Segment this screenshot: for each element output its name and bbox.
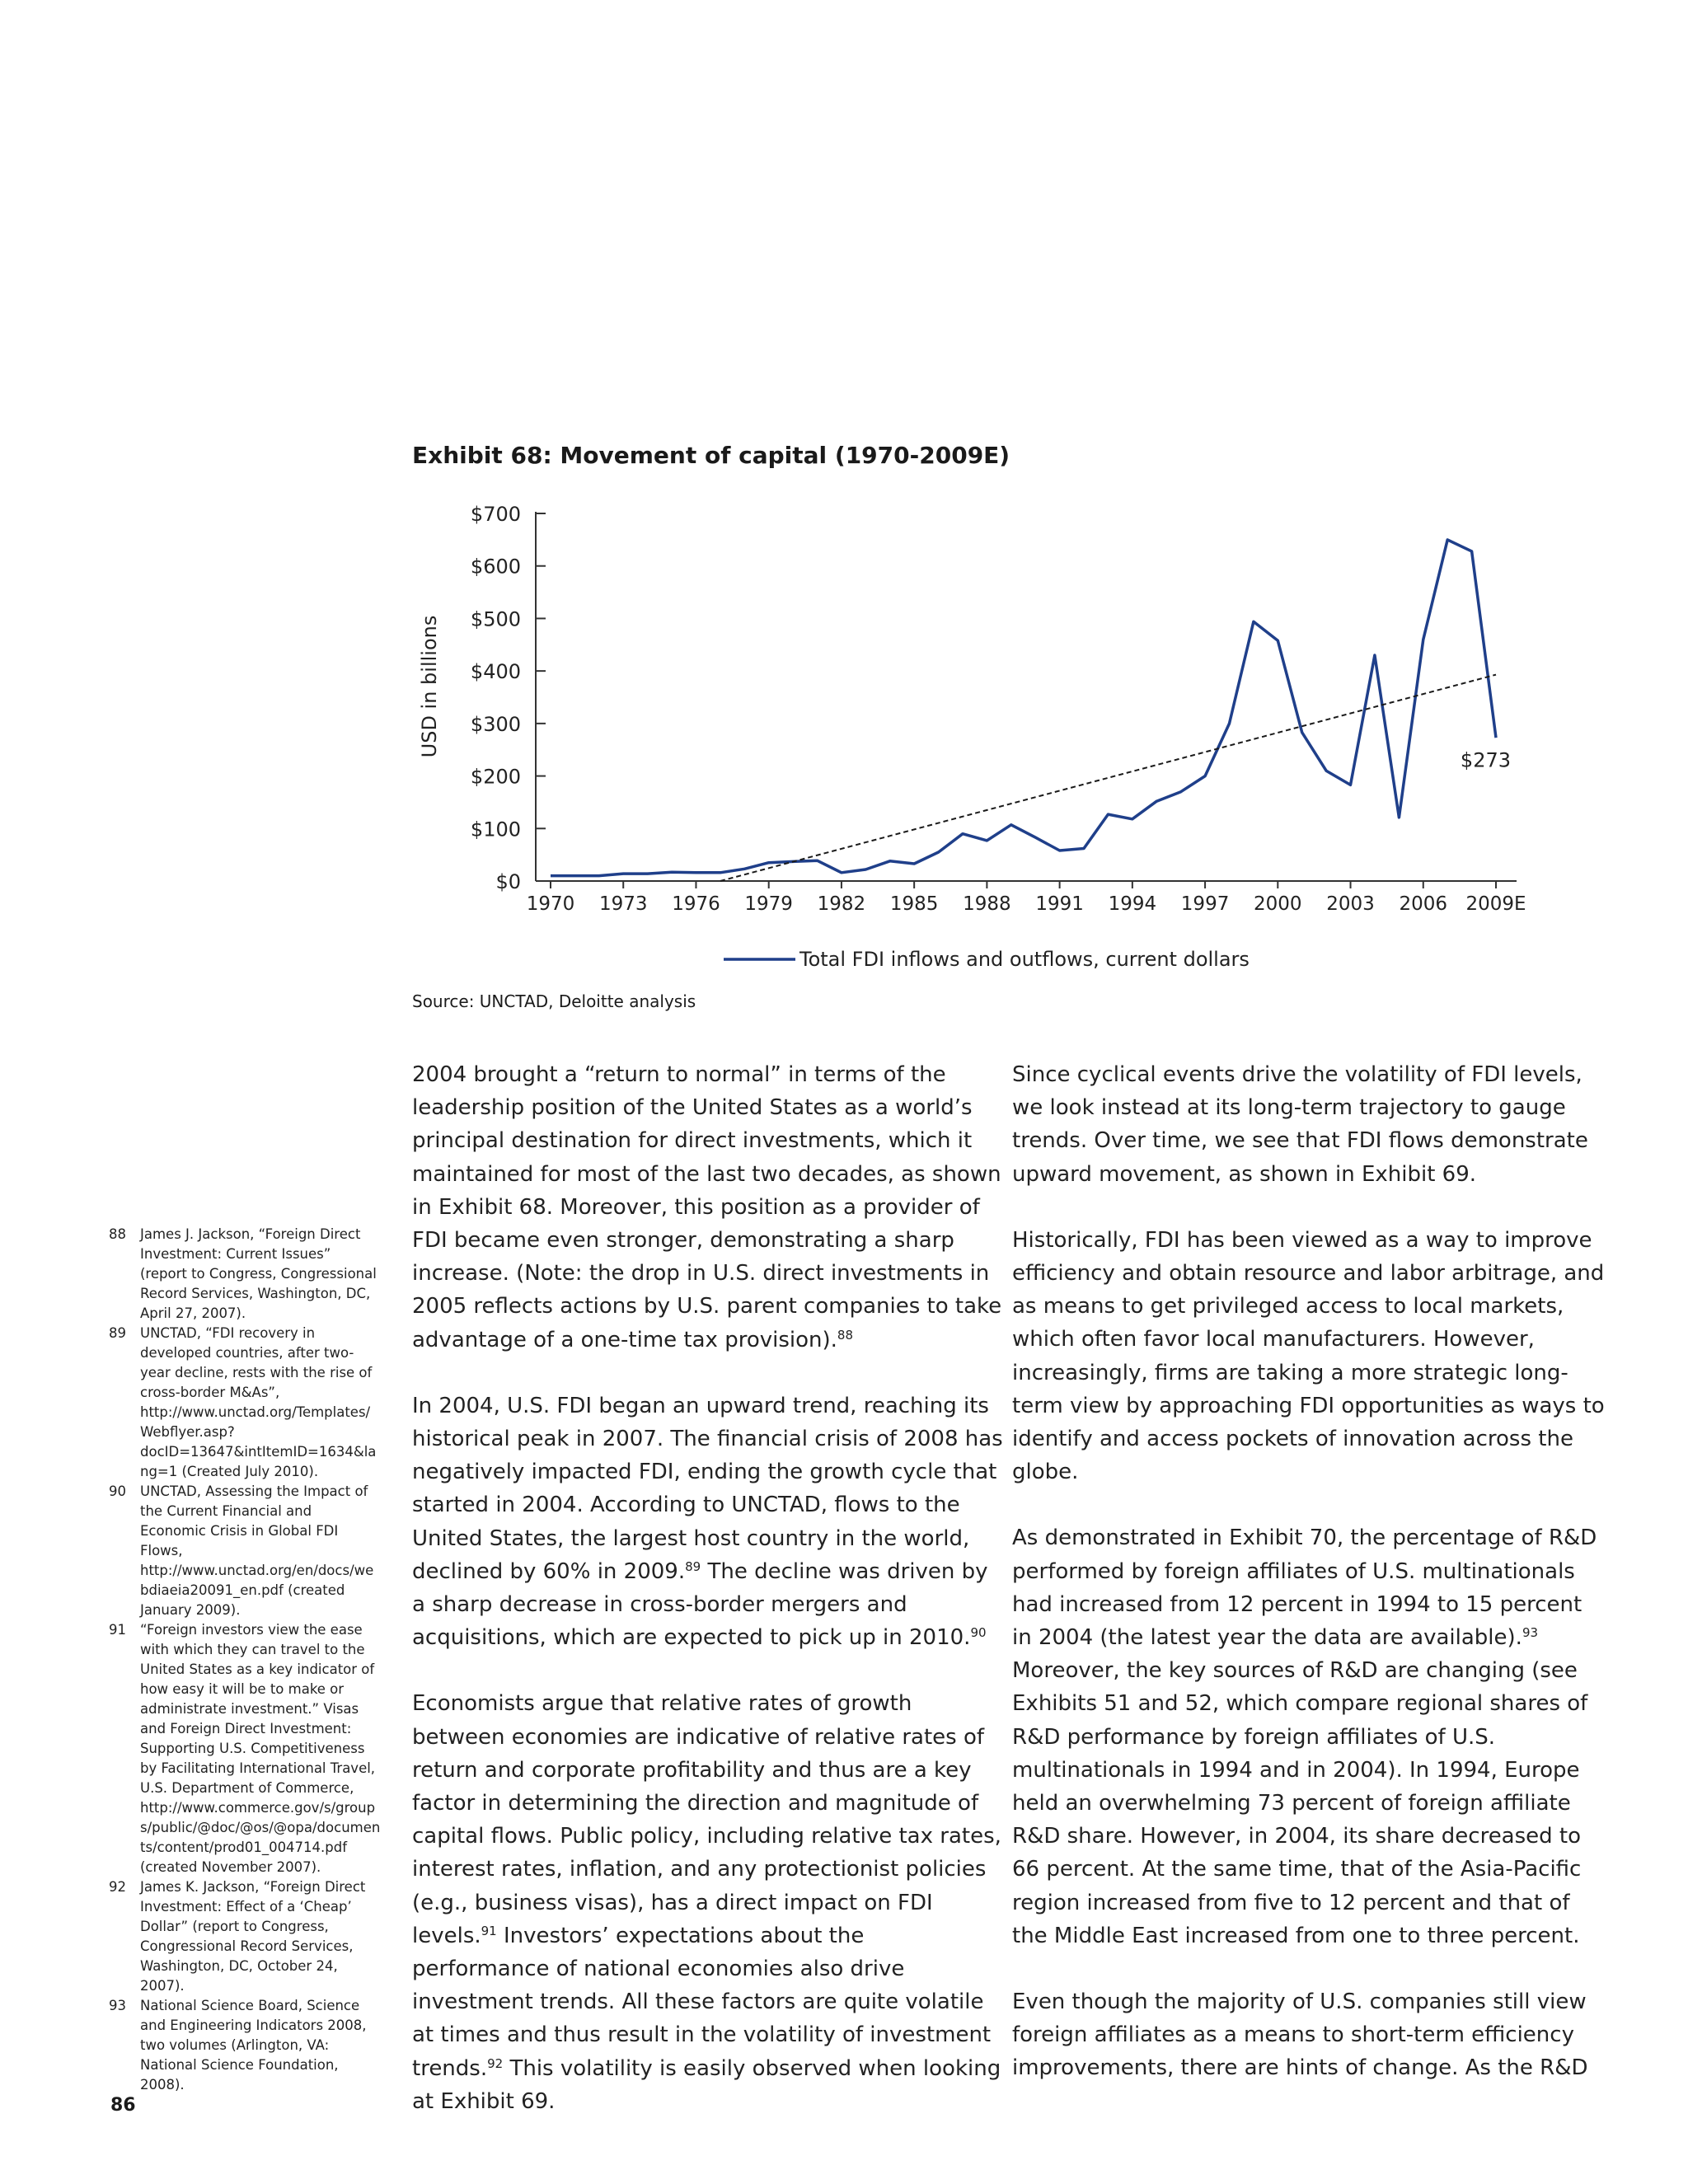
footnote: [109, 1225, 381, 1324]
y-tick-label: $500: [470, 607, 521, 631]
y-axis: [418, 503, 546, 893]
footnote-number: 90: [109, 1483, 126, 1499]
footnote-ref: 92: [487, 2055, 504, 2071]
page-number: 86: [110, 2095, 136, 2116]
footnote-text: James J. Jackson, “Foreign Direct Investment: Current Issues” (report to Congress, Congressional Record Services, Washington, DC, April 27, 2007).: [140, 1226, 377, 1321]
footnote: [109, 1482, 381, 1620]
footnote: [109, 1620, 381, 1877]
paragraph-text: Economists argue that relative rates of growth between economies are indicative of relative rates of return and corporate profitability and thus are a key factor in determining the direction and magnitude of capital flows. Public policy, including relative tax rates, interest rates, inflation, and any protectionist policies (e.g., business visas), has a direct impact on FDI levels.: [412, 1691, 1001, 1948]
y-tick-label: $600: [470, 555, 521, 579]
x-tick-label: 1991: [1035, 893, 1084, 915]
x-axis: [527, 881, 1526, 915]
y-tick-label: $300: [470, 712, 521, 736]
paragraph: [1012, 1985, 1606, 2085]
paragraph-text: Moreover, the key sources of R&D are changing (see Exhibits 51 and 52, which compare regional shares of R&D performance by foreign affiliates of U.S. multinationals in 1994 and in 2004). In 1994, Europe held an overwhelming 73 percent of foreign affiliate R&D share. However, in 2004, its share decreased to 66 percent. At the same time, that of the Asia-Pacific region increased from five to 12 percent and that of the Middle East increased from one to three percent.: [1012, 1658, 1588, 1948]
x-tick-label: 2000: [1254, 893, 1302, 915]
footnote-number: 91: [109, 1622, 126, 1638]
paragraph-text: As demonstrated in Exhibit 70, the percentage of R&D performed by foreign affiliates of U.S. multinationals had increased from 12 percent in 1994 to 15 percent in 2004 (the latest year the data are available).: [1012, 1526, 1597, 1651]
footnote-number: 93: [109, 1998, 126, 2013]
footnote-text: “Foreign investors view the ease with which they can travel to the United States as a key indicator of how easy it will be to make or administrate investment.” Visas and Foreign Direct Investment: Supporting U.S. Competitiveness by Facilitating International Travel, U.S. Department of Commerce, http://www.commerce.gov/s/groups/public/@doc/@os/@opa/documents/content/prod01_004714.pdf (created November 2007).: [140, 1622, 381, 1875]
paragraph-text: This volatility is easily observed when looking at Exhibit 69.: [412, 2055, 1001, 2114]
footnote-ref: 91: [481, 1923, 497, 1938]
footnote-ref: 93: [1522, 1625, 1539, 1641]
y-tick-label: $0: [495, 870, 521, 893]
x-tick-label: 1970: [526, 893, 575, 915]
paragraph: [412, 1390, 1006, 1655]
fdi-line-chart: [396, 490, 1550, 977]
footnote-text: James K. Jackson, “Foreign Direct Investment: Effect of a ‘Cheap’ Dollar” (report to Congress, Congressional Record Services, Washington, DC, October 24, 2007).: [140, 1879, 366, 1994]
paragraph-text: Even though the majority of U.S. companies still view foreign affiliates as a means to short-term efficiency improvements, there are hints of change. As the R&D: [1012, 1990, 1588, 2081]
paragraph-text: In 2004, U.S. FDI began an upward trend, reaching its historical peak in 2007. The financial crisis of 2008 has negatively impacted FDI, ending the growth cycle that started in 2004. According to UNCTAD, flows to the United States, the largest host country in the world, declined by 60% in 2009.: [412, 1393, 1003, 1584]
legend-label: Total FDI inflows and outflows, current dollars: [799, 948, 1250, 971]
y-tick-label: $200: [470, 765, 521, 789]
footnote-text: National Science Board, Science and Engineering Indicators 2008, two volumes (Arlington, VA: National Science Foundation, 2008).: [140, 1998, 367, 2093]
x-tick-label: 1979: [744, 893, 793, 915]
paragraph: [1012, 1521, 1606, 1952]
chart-source: Source: UNCTAD, Deloitte analysis: [412, 991, 696, 1011]
x-tick-label: 1988: [963, 893, 1011, 915]
paragraph-text: Investors’ expectations about the performance of national economies also drive investment trends. All these factors are quite volatile at times and thus result in the volatility of investment trends.: [412, 1923, 992, 2081]
x-tick-label: 1976: [672, 893, 720, 915]
body-column-right: [1012, 1058, 1606, 2118]
footnote-text: UNCTAD, “FDI recovery in developed countries, after two-year decline, rests with the rise of cross-border M&As”, http://www.unctad.org/Templates/Webflyer.asp?docID=13647&intItemID=1634&lang=1 (Created July 2010).: [140, 1325, 377, 1479]
footnote-number: 88: [109, 1226, 126, 1242]
footnote-ref: 88: [837, 1327, 853, 1343]
paragraph: [1012, 1058, 1606, 1191]
paragraph-text: Since cyclical events drive the volatility of FDI levels, we look instead at its long-term trajectory to gauge trends. Over time, we see that FDI flows demonstrate upward movement, as shown in Exhibit 69.: [1012, 1062, 1588, 1187]
paragraph-text: Historically, FDI has been viewed as a way to improve efficiency and obtain resource and labor arbitrage, and as means to get privileged access to local markets, which often favor local manufacturers. However, increasingly, firms are taking a more strategic long-term view by approaching FDI opportunities as ways to identify and access pockets of innovation across the globe.: [1012, 1227, 1605, 1485]
chart-legend: [724, 948, 1250, 971]
x-tick-label: 1985: [889, 893, 939, 915]
y-tick-label: $700: [470, 503, 521, 526]
paragraph: [412, 1058, 1006, 1357]
paragraph: [1012, 1224, 1606, 1489]
paragraph-text: The decline was driven by a sharp decrease in cross-border mergers and acquisitions, which are expected to pick up in 2010.: [412, 1558, 988, 1651]
trend-line: [720, 675, 1496, 881]
paragraph: [412, 1687, 1006, 2118]
footnote-number: 89: [109, 1325, 126, 1341]
value-annotation: $273: [1460, 748, 1511, 772]
footnotes: [109, 1225, 381, 2095]
x-tick-label: 1982: [817, 893, 866, 915]
y-tick-label: $400: [470, 660, 521, 684]
x-tick-label: 2006: [1399, 893, 1448, 915]
x-tick-label: 2009E: [1465, 893, 1526, 915]
footnote-text: UNCTAD, Assessing the Impact of the Current Financial and Economic Crisis in Global FDI Flows, http://www.unctad.org/en/docs/webdiaeia20091_en.pdf (created January 2009).: [140, 1483, 374, 1618]
x-tick-label: 1973: [598, 893, 648, 915]
y-tick-label: $100: [470, 818, 521, 841]
body-column-left: [412, 1058, 1006, 2151]
footnote: [109, 1996, 381, 2095]
footnote-number: 92: [109, 1879, 126, 1895]
x-tick-label: 1994: [1108, 893, 1157, 915]
fdi-series-line: [551, 540, 1496, 876]
y-axis-label: USD in billions: [418, 615, 441, 758]
series-layer: [551, 540, 1511, 881]
footnote-ref: 90: [970, 1625, 987, 1641]
x-tick-label: 2003: [1326, 893, 1375, 915]
x-tick-label: 1997: [1180, 893, 1230, 915]
footnote: [109, 1877, 381, 1996]
exhibit-title: Exhibit 68: Movement of capital (1970-2009E): [412, 442, 1010, 469]
footnote-ref: 89: [685, 1558, 701, 1574]
paragraph-text: 2004 brought a “return to normal” in terms of the leadership position of the United States as a world’s principal destination for direct investments, which it maintained for most of the last two decades, as shown in Exhibit 68. Moreover, this position as a provider of FDI became even stronger, demonstrating a sharp increase. (Note: the drop in U.S. direct investments in 2005 reflects actions by U.S. parent companies to take advantage of a one-time tax provision).: [412, 1062, 1002, 1352]
footnote: [109, 1324, 381, 1482]
